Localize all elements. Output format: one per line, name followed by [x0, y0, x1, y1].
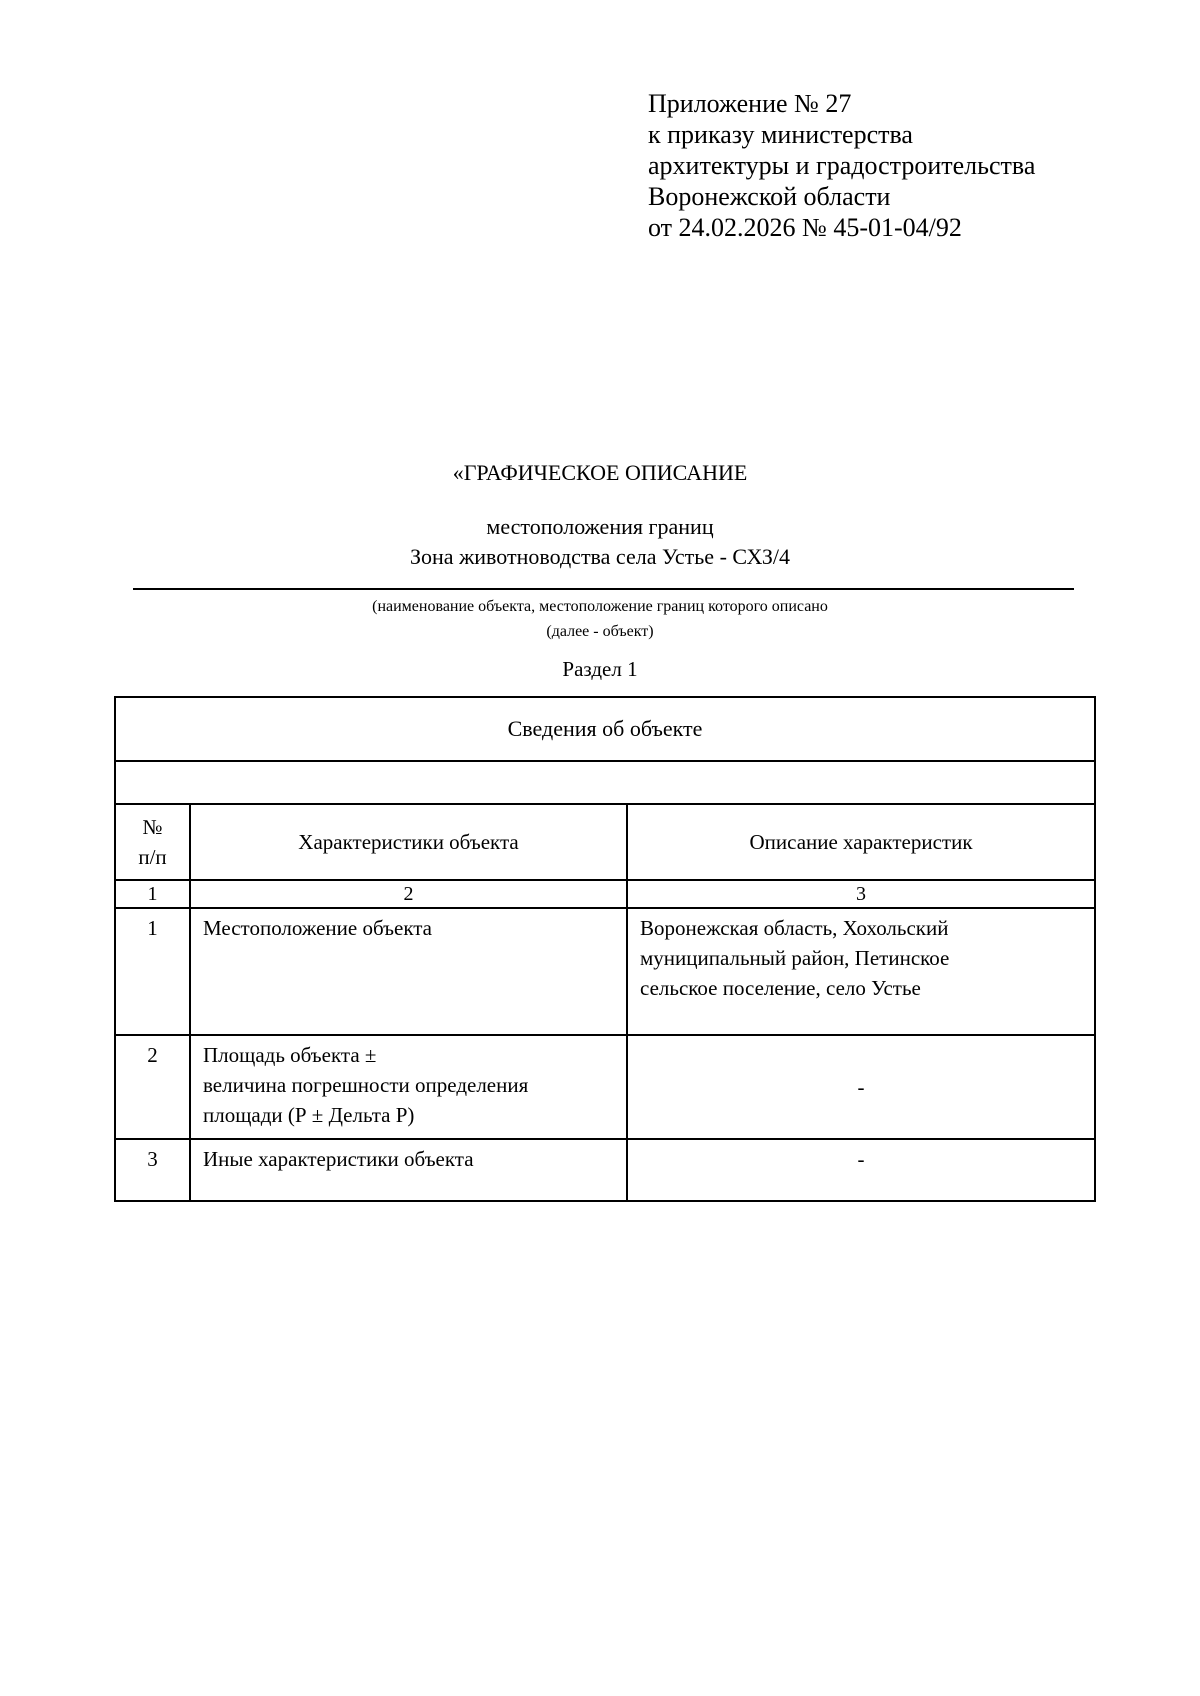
cell-line: площади (Р ± Дельта Р): [203, 1103, 415, 1127]
appendix-line: к приказу министерства: [648, 120, 913, 149]
subtitle-line: местоположения границ: [486, 514, 714, 539]
column-header-num-line: №: [142, 815, 163, 839]
table-row: [115, 1139, 1095, 1201]
table-row: [115, 908, 1095, 1035]
column-header-row: [115, 804, 1095, 880]
appendix-header: [648, 88, 1035, 243]
row-number: 1: [115, 908, 190, 1035]
table-empty-row: [115, 761, 1095, 804]
document-title: «ГРАФИЧЕСКОЕ ОПИСАНИЕ: [452, 460, 748, 485]
appendix-line: Воронежской области: [648, 182, 891, 211]
subtitle-line: Зона животноводства села Устье - СХЗ/4: [410, 544, 790, 569]
row-description: -: [627, 1139, 1095, 1201]
row-number: 3: [115, 1139, 190, 1201]
appendix-line: от 24.02.2026 № 45-01-04/92: [648, 213, 962, 242]
section-heading: Раздел 1: [562, 657, 638, 681]
row-characteristic: [190, 1139, 627, 1201]
cell-line: Местоположение объекта: [203, 916, 433, 940]
column-number: 2: [190, 880, 627, 908]
column-header-characteristics: Характеристики объекта: [190, 804, 627, 880]
document-subtitle: [0, 512, 1200, 572]
cell-line: Иные характеристики объекта: [203, 1147, 474, 1171]
underline-rule: [133, 588, 1074, 590]
column-header-description: Описание характеристик: [627, 804, 1095, 880]
appendix-line: Приложение № 27: [648, 89, 852, 118]
table-header-row: [115, 697, 1095, 761]
column-number: 1: [115, 880, 190, 908]
cell-line: Площадь объекта ±: [203, 1043, 377, 1067]
row-characteristic: [190, 908, 627, 1035]
cell-line: муниципальный район, Петинское: [640, 946, 950, 970]
column-header-num-line: п/п: [138, 845, 167, 869]
object-note: [0, 594, 1200, 644]
row-number: 2: [115, 1035, 190, 1139]
cell-line: величина погрешности определения: [203, 1073, 529, 1097]
note-line: (далее - объект): [546, 623, 654, 640]
cell-line: Воронежская область, Хохольский: [640, 916, 949, 940]
table-row: [115, 1035, 1095, 1139]
cell-line: сельское поселение, село Устье: [640, 976, 921, 1000]
column-number-row: [115, 880, 1095, 908]
row-characteristic: [190, 1035, 627, 1139]
appendix-line: архитектуры и градостроительства: [648, 151, 1036, 180]
note-line: (наименование объекта, местоположение границ которого описано: [372, 598, 828, 615]
empty-cell: [115, 761, 1095, 804]
row-description: -: [627, 1035, 1095, 1139]
table-header: Сведения об объекте: [115, 697, 1095, 761]
object-info-table: [114, 696, 1096, 1202]
column-header-num: [115, 804, 190, 880]
row-description: [627, 908, 1095, 1035]
column-number: 3: [627, 880, 1095, 908]
